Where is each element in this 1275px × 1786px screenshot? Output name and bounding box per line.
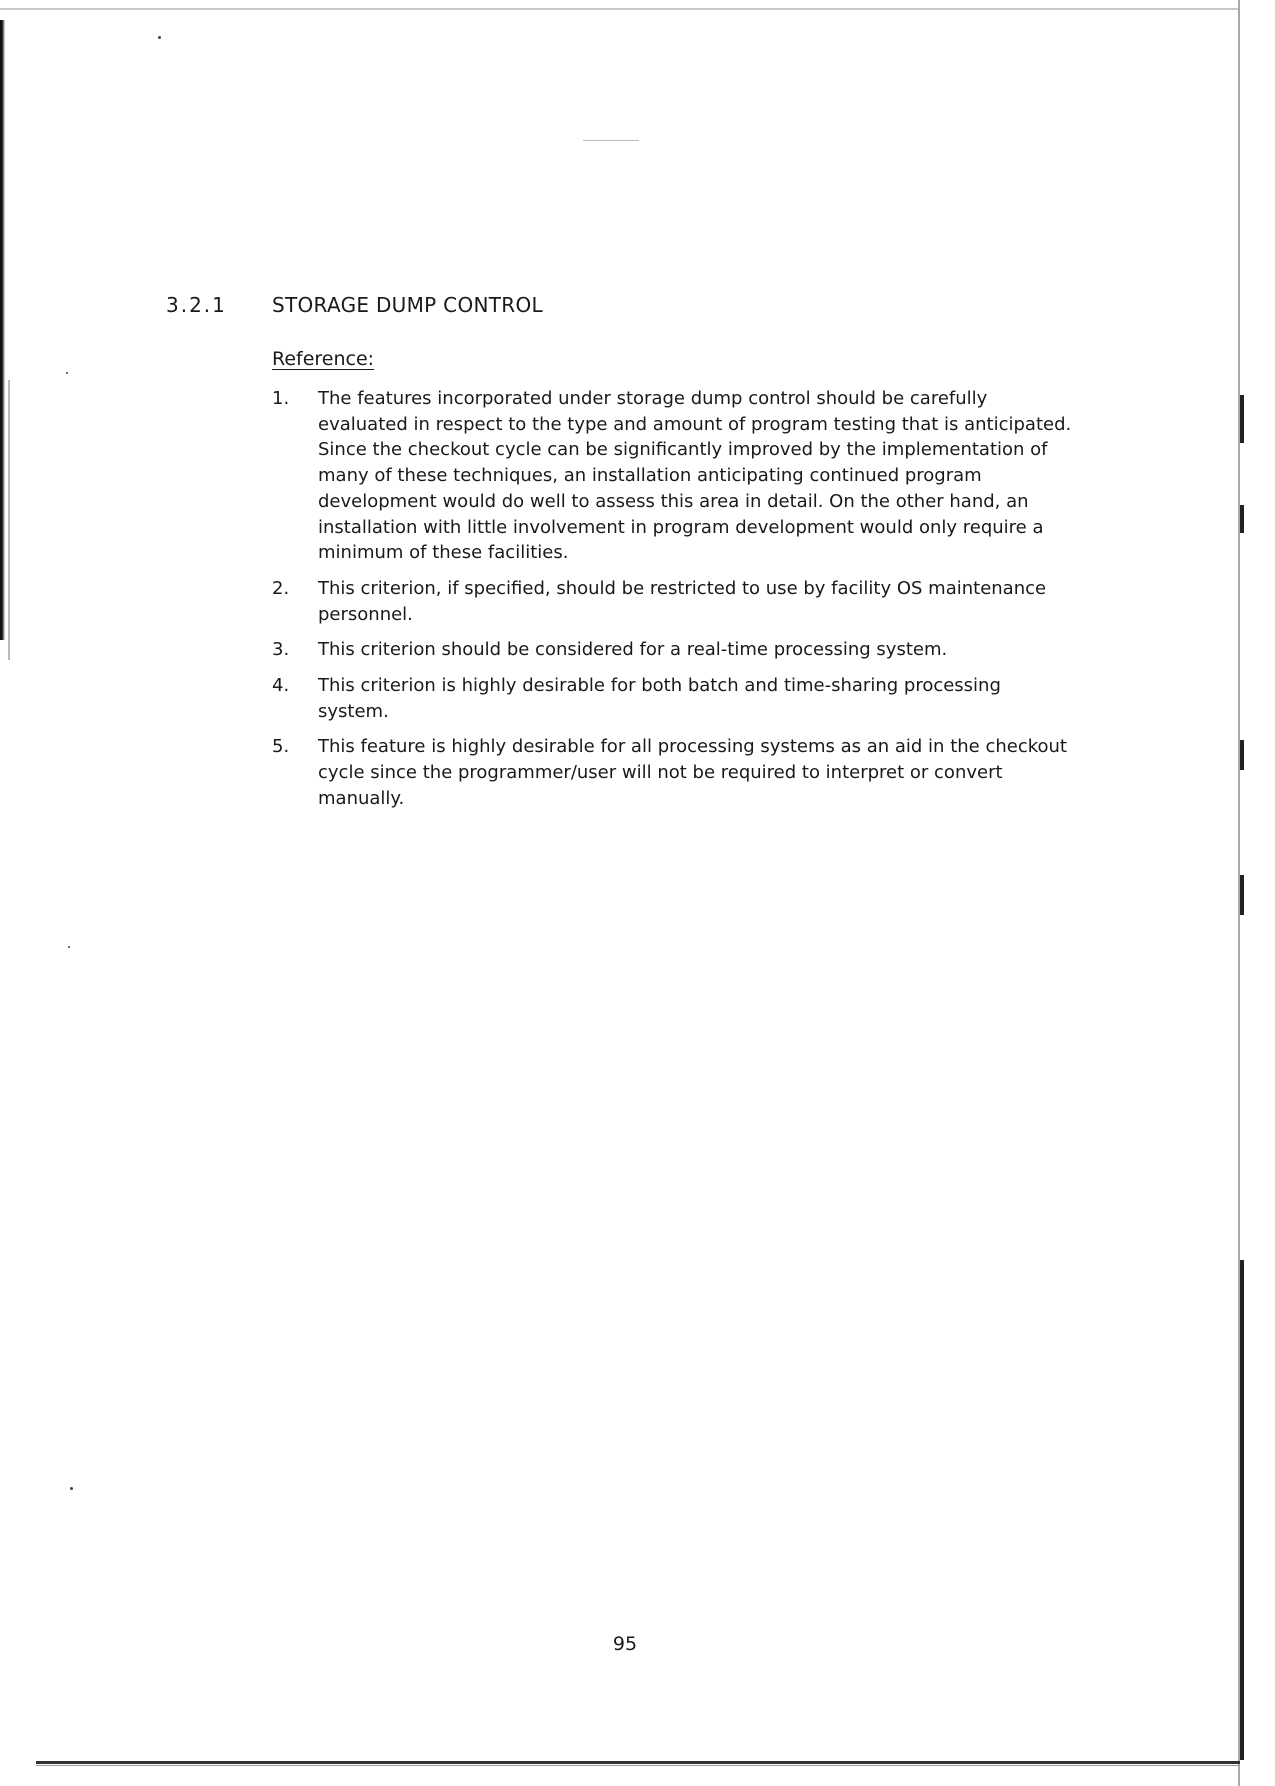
reference-item-number: 3. bbox=[272, 639, 290, 661]
section-number: 3.2.1 bbox=[166, 293, 227, 317]
scan-edge-right-mark bbox=[1240, 875, 1244, 915]
reference-item-number: 4. bbox=[272, 675, 290, 697]
reference-item bbox=[272, 673, 1072, 724]
section-title: STORAGE DUMP CONTROL bbox=[272, 293, 543, 317]
scan-speck bbox=[66, 372, 68, 374]
reference-item bbox=[272, 734, 1072, 811]
reference-item-text: The features incorporated under storage dump control should be carefully evaluated in respect to the type and amount of program testing that is anticipated. Since the checkout cycle can be significantly improved by the implementation of many of these techniques, an installation anticipating continued program development would do well to assess this area in detail. On the other hand, an installation with little involvement in program development would only require a minimum of these facilities. bbox=[318, 388, 1072, 564]
reference-item bbox=[272, 386, 1072, 566]
scan-speck bbox=[68, 946, 70, 948]
reference-heading: Reference: bbox=[272, 348, 375, 370]
reference-list bbox=[272, 386, 1072, 822]
scan-edge-right-mark bbox=[1240, 740, 1244, 770]
reference-item-text: This criterion, if specified, should be restricted to use by facility OS maintenance personnel. bbox=[318, 577, 1047, 625]
scan-edge-right-mark bbox=[1240, 1260, 1244, 1760]
scan-smudge bbox=[583, 140, 639, 141]
reference-item-text: This feature is highly desirable for all processing systems as an aid in the checkout cycle since the programmer/user will not be required to interpret or convert manually. bbox=[318, 736, 1067, 809]
scan-edge-right-mark bbox=[1240, 395, 1244, 443]
scan-edge-right-mark bbox=[1240, 505, 1244, 533]
reference-item-text: This criterion is highly desirable for both batch and time-sharing processing system. bbox=[318, 675, 1001, 722]
scan-speck bbox=[70, 1487, 73, 1490]
scan-edge-top bbox=[0, 8, 1240, 10]
reference-item-number: 1. bbox=[272, 388, 290, 409]
scan-edge-bottom-fade bbox=[36, 1765, 1240, 1766]
reference-item-number: 2. bbox=[272, 577, 290, 599]
reference-item bbox=[272, 637, 1072, 663]
scan-speck bbox=[158, 36, 161, 39]
reference-item-text: This criterion should be considered for a real-time processing system. bbox=[318, 639, 948, 661]
scan-edge-left bbox=[0, 20, 5, 640]
reference-item bbox=[272, 576, 1072, 627]
page-number: 95 bbox=[612, 1633, 638, 1655]
reference-item-number: 5. bbox=[272, 736, 290, 758]
scan-edge-bottom bbox=[36, 1761, 1240, 1764]
scan-edge-left-lower bbox=[8, 380, 10, 660]
